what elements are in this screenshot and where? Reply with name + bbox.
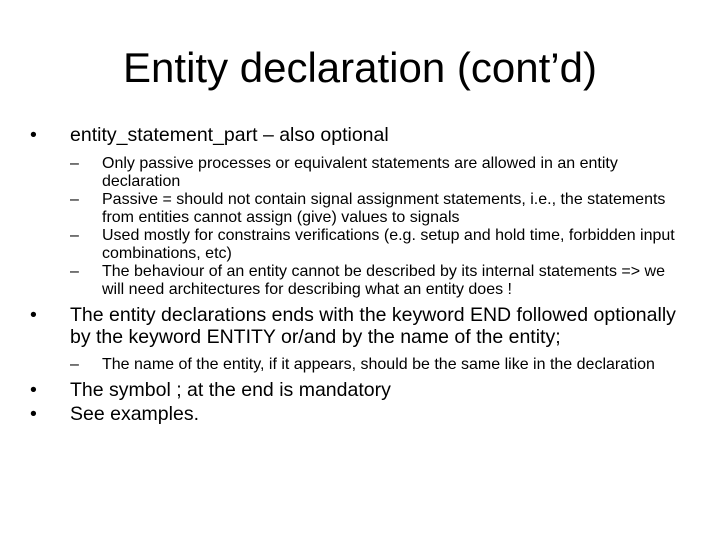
- sub-bullet-text: The behaviour of an entity cannot be described by its internal statements => we will need architectures for describing what an entity does !: [102, 263, 665, 298]
- sub-bullet-text: Passive = should not contain signal assignment statements, i.e., the statements from entities cannot assign (give) values to signals: [102, 191, 666, 226]
- sub-bullet-item: [30, 155, 680, 191]
- bullet-glyph: •: [30, 304, 37, 326]
- bullet-item: [30, 304, 680, 348]
- bullet-text: The entity declarations ends with the keyword END followed optionally by the keyword ENTITY or/and by the name of the entity;: [70, 304, 676, 348]
- sub-bullet-item: [30, 227, 680, 263]
- slide-title: Entity declaration (cont’d): [123, 44, 597, 91]
- bullet-glyph: •: [30, 124, 37, 146]
- bullet-text: See examples.: [70, 403, 199, 425]
- dash-glyph: –: [70, 356, 79, 373]
- bullet-item: [30, 403, 680, 425]
- sub-bullet-item: [30, 263, 680, 299]
- bullet-item: [30, 379, 680, 401]
- dash-glyph: –: [70, 227, 79, 244]
- sub-bullet-item: [30, 191, 680, 227]
- bullet-glyph: •: [30, 403, 37, 425]
- sub-bullet-text: The name of the entity, if it appears, should be the same like in the declaration: [102, 356, 655, 373]
- dash-glyph: –: [70, 263, 79, 280]
- bullet-item: [30, 124, 680, 146]
- bullet-list: [30, 124, 680, 425]
- sub-list-container: [30, 356, 680, 374]
- sub-bullet-text: Only passive processes or equivalent statements are allowed in an entity declaration: [102, 155, 618, 190]
- sub-bullet-list: [30, 356, 680, 374]
- sub-bullet-text: Used mostly for constrains verifications (e.g. setup and hold time, forbidden input combinations, etc): [102, 227, 675, 262]
- sub-bullet-list: [30, 155, 680, 299]
- bullet-glyph: •: [30, 379, 37, 401]
- bullet-text: The symbol ; at the end is mandatory: [70, 379, 391, 401]
- dash-glyph: –: [70, 155, 79, 172]
- bullet-text: entity_statement_part – also optional: [70, 124, 389, 146]
- dash-glyph: –: [70, 191, 79, 208]
- sub-bullet-item: [30, 356, 680, 374]
- sub-list-container: [30, 155, 680, 299]
